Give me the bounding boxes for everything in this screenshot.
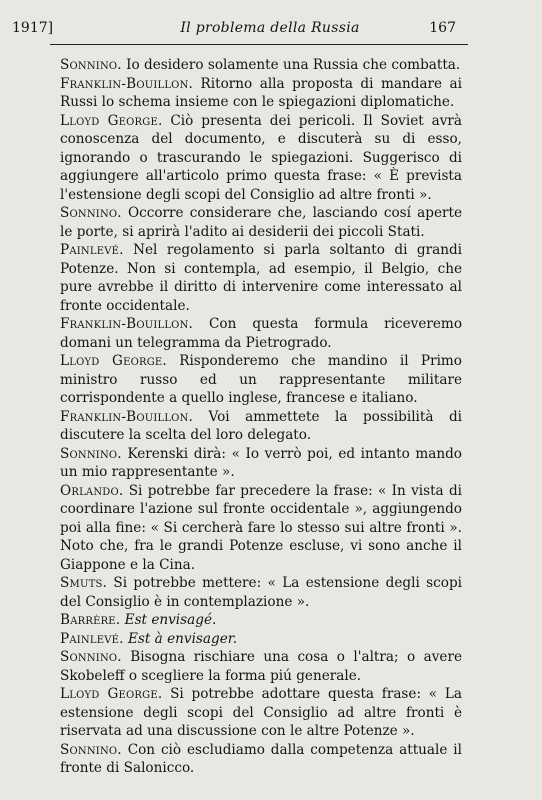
speaker-name: Painlevé. [60, 242, 124, 258]
speech-text: Ritorno alla proposta di mandare ai Russi lo schema insieme con le spiegazioni diplomatiche. [60, 75, 462, 110]
speech-text: Con questa formula riceveremo domani un telegramma da Pietrogrado. [60, 316, 462, 351]
speech-text: Si potrebbe mettere: « La estensione degli scopi del Consiglio è in contemplazione ». [60, 575, 462, 610]
header-rule [50, 44, 468, 45]
paragraph [60, 630, 462, 649]
speaker-name: Sonnino. [60, 649, 122, 665]
speech-text-italic: Est envisagé. [120, 612, 217, 628]
paragraph [60, 315, 462, 352]
speaker-name: Sonnino. [60, 57, 122, 73]
paragraph [60, 112, 462, 205]
speech-text: Con ciò escludiamo dalla competenza attuale il fronte di Salonicco. [60, 741, 462, 776]
speaker-name: Lloyd George. [60, 353, 167, 369]
speech-text: Ciò presenta dei pericoli. Il Soviet avrà conoscenza del documento, e discuterà su di esso, ignorando o trascurando le spiegazioni. Suggerisco di aggiungere all'articolo primo questa frase: « È prevista l'estensione degli scopi del Consiglio ad altre fronti ». [60, 112, 463, 203]
speaker-name: Lloyd George. [60, 686, 163, 702]
speech-text-italic: Est à envisager. [123, 630, 238, 647]
speaker-name: Sonnino. [60, 741, 122, 758]
speaker-name: Franklin-Bouillon. [60, 316, 194, 332]
speaker-name: Painlevé. [60, 630, 124, 647]
paragraph [60, 648, 462, 685]
speech-text: Voi ammettete la possibilità di discutere la scelta del loro delegato. [60, 408, 462, 443]
speech-text: Io desidero solamente una Russia che combatta. [121, 57, 461, 73]
speech-text: Si potrebbe far precedere la frase: « In vista di coordinare l'azione sul fronte occidentale », aggiungendo poi alla fine: « Si cercherà fare lo stesso sui altre fronti ». Noto che, fra le grandi Potenze escluse, vi sono anche il Giappone e la Cina. [60, 482, 462, 573]
paragraph [60, 75, 462, 112]
speech-text: Occorre considerare che, lasciando cosí aperte le porte, si aprirà l'adito ai desiderii dei piccoli Stati. [60, 205, 462, 240]
speaker-name: Barrère. [60, 612, 121, 628]
paragraph [60, 482, 462, 575]
running-head [12, 16, 528, 44]
paragraph [60, 574, 462, 611]
header-year: 1917] [12, 20, 54, 36]
page-number: 167 [429, 20, 456, 36]
speaker-name: Orlando. [60, 482, 124, 499]
paragraph [60, 445, 462, 482]
header-title: Il problema della Russia [180, 20, 360, 36]
speaker-name: Smuts. [60, 575, 108, 591]
speaker-name: Franklin-Bouillon. [60, 75, 194, 92]
speech-text: Si potrebbe adottare questa frase: « La estensione degli scopi del Consiglio ad altre fronti è riservata ad una discussione con le altre Potenze ». [60, 686, 463, 739]
paragraph [60, 685, 462, 741]
paragraph [60, 352, 462, 408]
speaker-name: Lloyd George. [60, 112, 163, 129]
speech-text: Risponderemo che mandino il Primo ministro russo ed un rappresentante militare corrispondente a quello inglese, francese e italiano. [60, 353, 462, 406]
transcript-body [60, 56, 462, 778]
paragraph [60, 56, 462, 75]
paragraph [60, 241, 462, 315]
speech-text: Kerenski dirà: « Io verrò poi, ed intanto mando un mio rappresentante ». [60, 445, 462, 480]
paragraph [60, 611, 462, 630]
paragraph [60, 204, 462, 241]
speaker-name: Sonnino. [60, 445, 122, 462]
speaker-name: Sonnino. [60, 205, 122, 221]
paragraph [60, 408, 462, 445]
speech-text: Bisogna rischiare una cosa o l'altra; o avere Skobeleff o scegliere la forma piú generale. [60, 649, 462, 684]
speaker-name: Franklin-Bouillon. [60, 408, 194, 425]
paragraph [60, 741, 462, 778]
speech-text: Nel regolamento si parla soltanto di grandi Potenze. Non si contempla, ad esempio, il Belgio, che pure avrebbe il diritto di intervenire come interessato al fronte occidentale. [60, 242, 462, 314]
